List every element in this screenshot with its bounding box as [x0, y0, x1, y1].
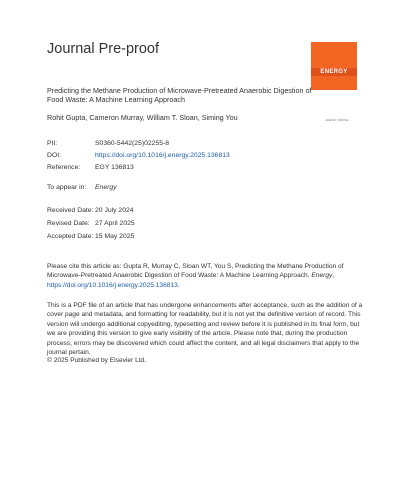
citation-paragraph	[47, 262, 365, 290]
meta-doi-link[interactable]: https://doi.org/10.1016/j.energy.2025.136813	[95, 152, 230, 159]
journal-cover-image	[311, 42, 357, 90]
article-authors: Rohit Gupta, Cameron Murray, William T. Sloan, Siming You	[47, 113, 238, 122]
meta-revised-label: Revised Date:	[47, 220, 90, 227]
meta-appear-in	[47, 184, 117, 191]
meta-received	[47, 207, 134, 214]
citation-separator: ,	[332, 272, 335, 280]
meta-pii-label: PII:	[47, 140, 58, 147]
meta-revised-value: 27 April 2025	[95, 220, 135, 227]
citation-lead: Please cite this article as: Gupta R, Murray C, Sloan WT, You S, Predicting the Methane Production of Microwave-Pretreated Anaerobic Digestion of Food Waste: A Machine Learning Approach,	[47, 263, 344, 280]
citation-doi-link[interactable]: https://doi.org/10.1016/j.energy.2025.136813	[47, 281, 178, 289]
cover-logo: ENERGY	[320, 69, 348, 75]
cover-caption: ENERGY JOURNAL	[326, 119, 349, 122]
meta-accepted-value: 15 May 2025	[95, 233, 135, 240]
meta-received-value: 20 July 2024	[95, 207, 134, 214]
meta-doi	[47, 152, 230, 159]
meta-reference	[47, 164, 134, 171]
meta-received-label: Received Date:	[47, 207, 94, 214]
copyright-notice: © 2025 Published by Elsevier Ltd.	[47, 357, 147, 364]
meta-pii-value: S0360-5442(25)02255-8	[95, 140, 170, 147]
journal-title: Journal Pre-proof	[47, 41, 160, 57]
meta-revised	[47, 220, 135, 227]
meta-appear-value: Energy	[95, 184, 117, 191]
citation-journal: Energy	[311, 272, 333, 280]
meta-reference-label: Reference:	[47, 164, 81, 171]
meta-pii	[47, 140, 169, 147]
disclaimer-paragraph: This is a PDF file of an article that has undergone enhancements after acceptance, such as the addition of a cover page and metadata, and formatting for readability, but it is not yet the definitive version of record. This version will undergo additional copyediting, typesetting and review before it is published in its final form, but we are providing this version to give early visibility of the article. Please note that, during the production process, errors may be discovered which could affect the content, and all legal disclaimers that apply to the journal pertain.	[47, 302, 363, 357]
meta-reference-value: EGY 136813	[95, 164, 134, 171]
meta-accepted	[47, 233, 134, 240]
meta-appear-label: To appear in:	[47, 184, 87, 191]
meta-doi-label: DOI:	[47, 152, 61, 159]
meta-accepted-label: Accepted Date:	[47, 233, 94, 240]
citation-end: .	[177, 281, 180, 289]
article-title: Predicting the Methane Production of Microwave-Pretreated Anaerobic Digestion of Food Waste: A Machine Learning Approach	[47, 86, 312, 105]
